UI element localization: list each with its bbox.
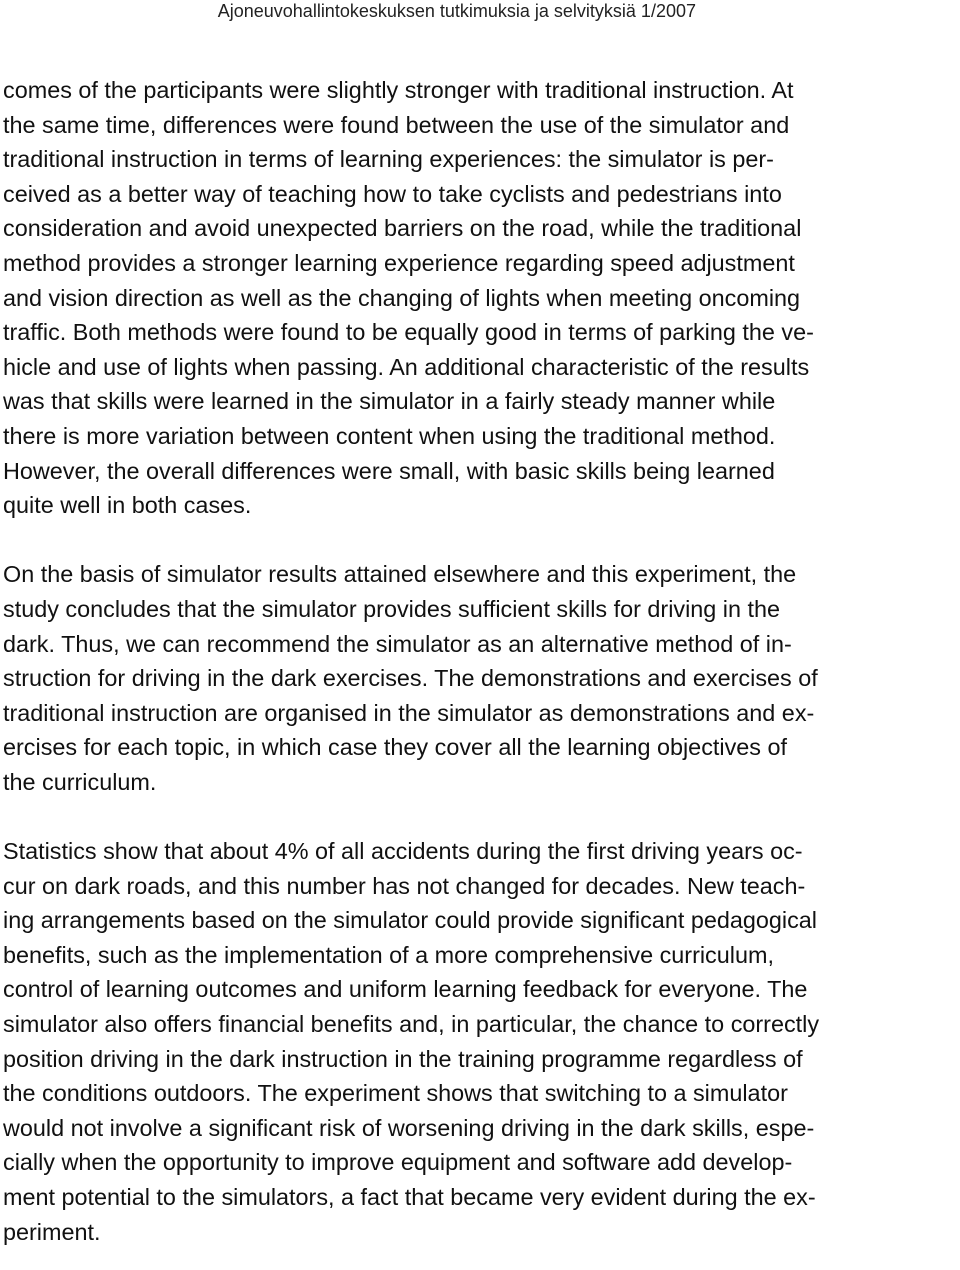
text-line: cially when the opportunity to improve equipment and software add develop- bbox=[3, 1149, 793, 1176]
text-line: traditional instruction are organised in the simulator as demonstrations and ex- bbox=[3, 699, 815, 726]
text-line: dark. Thus, we can recommend the simulator as an alternative method of in- bbox=[3, 630, 792, 657]
text-line: However, the overall differences were small, with basic skills being learned bbox=[3, 457, 775, 484]
text-line: the same time, differences were found between the use of the simulator and bbox=[3, 111, 790, 138]
text-line: position driving in the dark instruction in the training programme regardless of bbox=[3, 1045, 803, 1072]
text-line: the curriculum. bbox=[3, 768, 157, 795]
text-line: consideration and avoid unexpected barriers on the road, while the traditional bbox=[3, 215, 802, 242]
text-line: simulator also offers financial benefits and, in particular, the chance to correctly bbox=[3, 1011, 820, 1038]
text-line: struction for driving in the dark exercises. The demonstrations and exercises of bbox=[3, 665, 818, 692]
document-body bbox=[3, 73, 957, 1249]
text-line: quite well in both cases. bbox=[3, 492, 252, 519]
text-line: and vision direction as well as the changing of lights when meeting oncoming bbox=[3, 284, 801, 311]
text-line: traffic. Both methods were found to be equally good in terms of parking the ve- bbox=[3, 319, 814, 346]
text-line: ment potential to the simulators, a fact that became very evident during the ex- bbox=[3, 1184, 816, 1210]
text-line: control of learning outcomes and uniform learning feedback for everyone. The bbox=[3, 976, 808, 1003]
running-header: Ajoneuvohallintokeskuksen tutkimuksia ja selvityksiä 1/2007 bbox=[217, 1, 696, 21]
text-line: method provides a stronger learning experience regarding speed adjustment bbox=[3, 249, 795, 276]
paragraph-spacer bbox=[3, 799, 957, 834]
text-line: study concludes that the simulator provides sufficient skills for driving in the bbox=[3, 595, 781, 622]
text-line: periment. bbox=[3, 1218, 101, 1245]
paragraph bbox=[3, 557, 957, 799]
text-line: ceived as a better way of teaching how to take cyclists and pedestrians into bbox=[3, 180, 782, 207]
text-line: ercises for each topic, in which case they cover all the learning objectives of bbox=[3, 734, 787, 761]
text-line: ing arrangements based on the simulator could provide significant pedagogical bbox=[3, 907, 817, 934]
text-line: there is more variation between content when using the traditional method. bbox=[3, 422, 776, 449]
text-line: hicle and use of lights when passing. An additional characteristic of the results bbox=[3, 353, 810, 380]
paragraph-spacer bbox=[3, 523, 957, 558]
text-line: traditional instruction in terms of learning experiences: the simulator is per- bbox=[3, 146, 774, 173]
text-line: On the basis of simulator results attained elsewhere and this experiment, the bbox=[3, 561, 797, 588]
text-line: benefits, such as the implementation of a more comprehensive curriculum, bbox=[3, 941, 774, 968]
text-line: was that skills were learned in the simulator in a fairly steady manner while bbox=[3, 388, 776, 415]
text-line: would not involve a significant risk of worsening driving in the dark skills, espe- bbox=[3, 1114, 815, 1141]
text-line: Statistics show that about 4% of all accidents during the first driving years oc- bbox=[3, 838, 803, 865]
text-line: comes of the participants were slightly stronger with traditional instruction. At bbox=[3, 77, 794, 103]
text-line: cur on dark roads, and this number has not changed for decades. New teach- bbox=[3, 872, 806, 899]
text-line: the conditions outdoors. The experiment shows that switching to a simulator bbox=[3, 1080, 788, 1107]
paragraph bbox=[3, 73, 957, 523]
paragraph bbox=[3, 834, 957, 1249]
